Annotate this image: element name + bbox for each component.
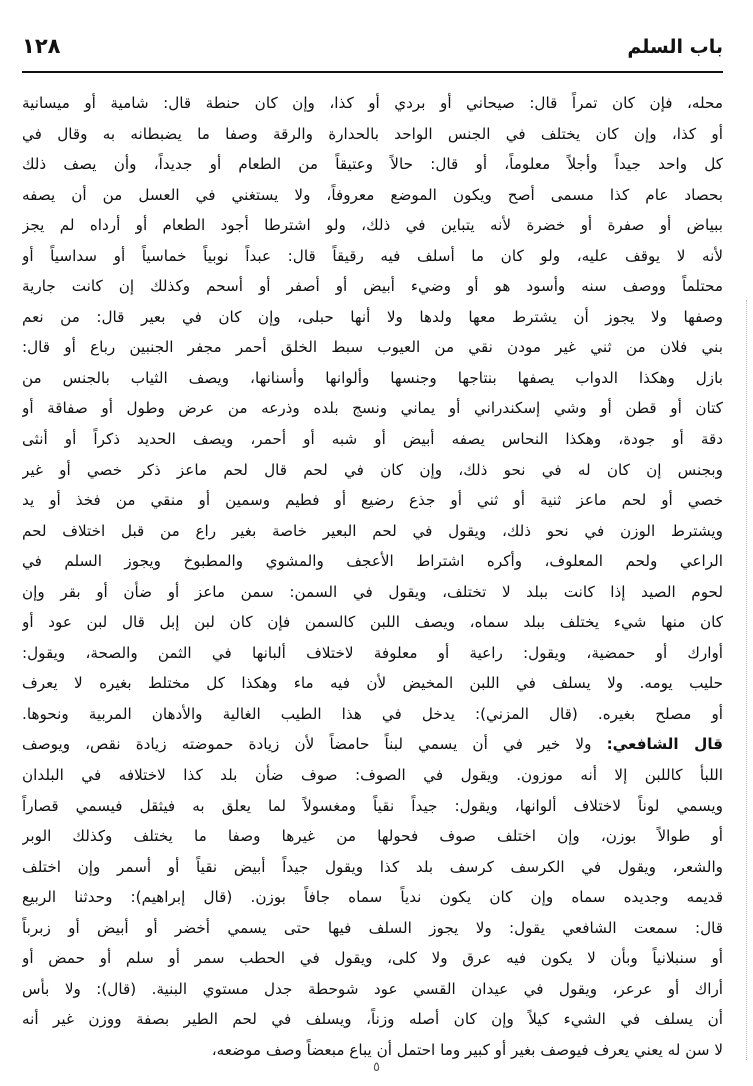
body-text bbox=[22, 88, 723, 1066]
text-line: أو طوالاً بوزن، وإن اختلف صوف فحولها من غيرها وصفا ما يختلف وكذلك الوبر bbox=[22, 827, 723, 846]
footer-mark: ٥ bbox=[373, 1060, 380, 1075]
text-line: بازل وهكذا الدواب يصفها بنتاجها وجنسها وألوانها وأسنانها، ويصف الثياب بالجنس من bbox=[22, 368, 723, 387]
text-line: محله، فإن كان تمراً قال: صيحاني أو بردي أو كذا، وإن كان حنطة قال: شامية أو ميسانية bbox=[22, 94, 723, 112]
shafii-lead-label: قال الشافعي: bbox=[606, 735, 723, 754]
text-line: وبجنس إن كان له في نحو ذلك، وإن كان في لحم قال لحم ماعز ذكر خصي أو غير bbox=[22, 460, 723, 479]
text-line: لحوم الصيد إذا كانت ببلد لا تختلف، ويقول في السمن: سمن ماعز أو ضأن أو بقر وإن bbox=[22, 582, 723, 601]
text-line: كتان أو قطن أو وشي إسكندراني أو يماني ونسج بلده وذرعه من عرض وطول أو صفاقة أو bbox=[22, 399, 723, 418]
text-line: محتلماً ووصف سنه وأسود هو أو وضيء أبيض أو أصفر أو أسحم وكذلك إن كانت جارية bbox=[22, 277, 723, 296]
text-line: وصفها ولا يجوز أن يشترط معها ولدها ولا أنها حبلى، وإن كان في بعير قال: من نعم bbox=[22, 307, 723, 326]
text-line: ويسمي لوناً لاختلاف ألوانها، ويقول: جيداً نقياً ومغسولاً لما يعلق به فيثقل فيسمي قصاراً bbox=[22, 796, 723, 815]
text-line: خصي أو لحم ماعز ثنية أو ثني أو جذع رضيع أو فطيم وسمين أو منقي من فخذ أو يد bbox=[22, 491, 723, 510]
text-line: لا سن له يعني يعرف فيوصف بغير أو كبير وما احتمل أن يباع مبعضاً وصف موضعه، bbox=[211, 1040, 723, 1059]
text-line: كل واحد جيداً وأجلاً معلوماً، أو قال: حالاً وعتيقاً من الطعام أو جديداً، وأن يصف ذلك bbox=[22, 155, 723, 174]
text-line: ويشترط الوزن في نحو ذلك، ويقول في لحم البعير خاصة بغير راع من قبل اختلاف لحم bbox=[22, 521, 723, 540]
text-line: أو مصلح بغيره. (قال المزني): يدخل في هذا الطيب الغالية والأدهان المربية ونحوها. bbox=[22, 704, 723, 723]
page-number: ١٢٨ bbox=[22, 34, 61, 58]
chapter-title: باب السلم bbox=[627, 36, 723, 58]
text-line: كان منها شيء يختلف ببلد سماه، ويصف اللبن كالسمن فإن كان لبن إبل قال لبن عود أو bbox=[22, 613, 723, 632]
text-line: قديمه وجديده سماه وإن كان يكون ندياً سماه جافاً بوزن. (قال إبراهيم): وحدثنا الربيع bbox=[22, 888, 723, 907]
text-line-rest: ولا خير في أن يسمي لبناً حامضاً لأن زيادة حموضته زيادة نقص، ويوصف bbox=[22, 735, 592, 754]
text-line: أو سنبلانياً وبأن لا يكون فيه عرق ولا كلى، ويقول في الحطب سمر أو سلم أو حمض أو bbox=[22, 949, 723, 968]
text-line: ببياض أو صفرة أو خضرة لأنه يتباين في ذلك، ولو اشترطا أجود الطعام أو أرداه لم يجز bbox=[22, 216, 723, 235]
text-line: الراعي ولحم المعلوف، وأكره اشتراط الأعجف والمشوي والمطبوخ ويجوز السلم في bbox=[22, 552, 723, 571]
page-edge-dots bbox=[746, 300, 747, 1060]
text-line: حليب يومه. ولا يسلف في اللبن المخيض لأن فيه ماء وهكذا كل مختلط بغيره لا يعرف bbox=[22, 674, 723, 693]
text-line: والشعر، ويقول في الكرسف كرسف بلد كذا ويقول جيداً أبيض نقياً أو أسمر وإن اختلف bbox=[22, 857, 723, 876]
text-line: أوارك أو حمضية، ويقول: راعية أو معلوفة لاختلاف ألبانها في الثمن والصحة، ويقول: bbox=[22, 643, 723, 662]
text-line: دقة أو جودة، وهكذا النحاس يصفه أبيض أو شبه أو أحمر، ويصف الحديد ذكراً أو أنثى bbox=[22, 430, 723, 449]
text-line: بني فلان من ثني غير مودن نقي من العيوب سبط الخلق أحمر مجفر الجنبين رباع أو قال: bbox=[22, 338, 723, 357]
text-line: بحصاد عام كذا مسمى أصح ويكون الموضع معروفاً، ولا يستغني في العسل من أن يصفه bbox=[22, 185, 723, 204]
text-line-with-lead bbox=[22, 729, 723, 760]
text-line: اللبأ كاللبن إلا أنه موزون. ويقول في الصوف: صوف ضأن بلد كذا لاختلافه في البلدان bbox=[22, 766, 723, 785]
text-line: لأنه لا يوقف عليه، ولو كان ما أسلف فيه رقيقاً قال: عبداً نوبياً خماسياً أو سداسياً أو bbox=[22, 246, 723, 265]
page-header bbox=[22, 30, 723, 68]
header-divider bbox=[22, 71, 723, 73]
text-line: أن يسلف في الشيء كيلاً وإن كان أصله وزناً، ويسلف في لحم الطير بصفة ووزن غير أنه bbox=[22, 1010, 723, 1029]
text-line: قال: سمعت الشافعي يقول: ولا يجوز السلف فيها حتى يسمي أخضر أو أبيض أو زبرباً bbox=[22, 918, 723, 937]
text-line: أو كذا، وإن كان يختلف في الجنس الواحد بالحدارة والرقة وصفا ما يضبطانه به وقال في bbox=[22, 124, 723, 143]
text-line: أراك أو عرعر، ويقول في عيدان القسي عود شوحطة جدل مستوي البنية. (قال): ولا بأس bbox=[22, 979, 723, 998]
